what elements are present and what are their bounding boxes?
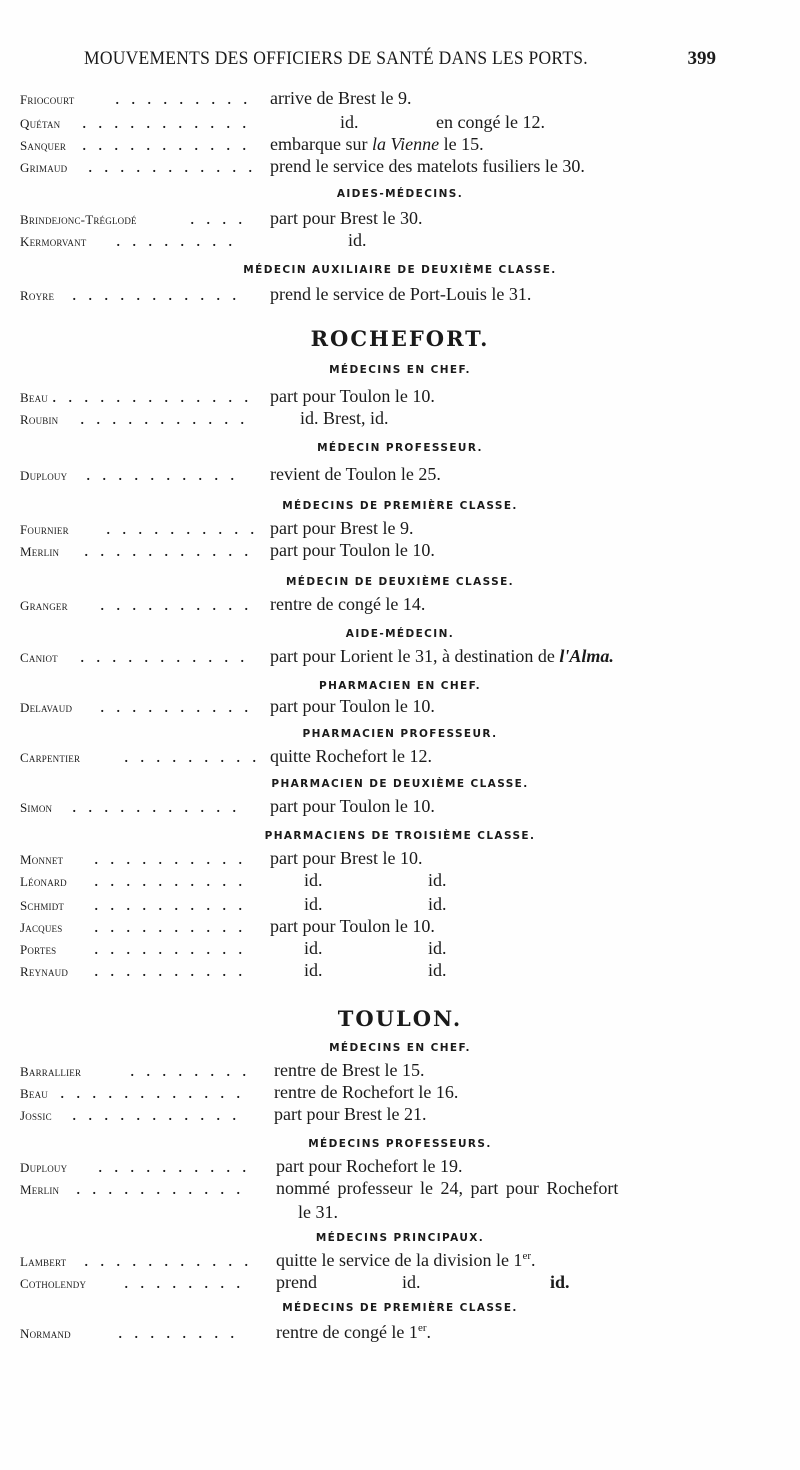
officer-name: Portes: [20, 942, 57, 957]
entry-row: [0, 284, 800, 308]
dot-leader: . . . .: [190, 208, 246, 228]
officer-name: Kermorvant: [20, 234, 87, 249]
movement-detail: id.: [304, 870, 323, 890]
officer-name: Caniot: [20, 650, 58, 665]
entry-row: [0, 88, 800, 112]
entry-row: [0, 938, 800, 962]
dot-leader: . . . . . . . .: [124, 1272, 244, 1292]
officer-name: Léonard: [20, 874, 67, 889]
section-subheading: MÉDECINS EN CHEF.: [329, 364, 471, 376]
entry-row: [0, 1250, 800, 1274]
officer-name: Royre: [20, 288, 55, 303]
dot-leader: . . . . . . . . . . .: [72, 284, 240, 304]
section-subheading: MÉDECINS DE PREMIÈRE CLASSE.: [282, 500, 518, 512]
entry-row: [0, 746, 800, 770]
entry-row: [0, 960, 800, 984]
section-subheading: MÉDECINS DE PREMIÈRE CLASSE.: [282, 1302, 518, 1314]
officer-name: Jossic: [20, 1108, 52, 1123]
entry-row: [0, 594, 800, 618]
movement-detail: rentre de Brest le 15.: [274, 1060, 425, 1080]
entry-row: [0, 646, 800, 670]
movement-detail: rentre de Rochefort le 16.: [274, 1082, 459, 1102]
entry-row: [0, 1156, 800, 1180]
movement-detail: nommé professeur le 24, part pour Rochefort: [276, 1178, 619, 1198]
ship-name: l'Alma.: [559, 646, 614, 666]
dot-leader: . . . . . . . . . .: [94, 916, 246, 936]
officer-name: Quétan: [20, 116, 61, 131]
section-subheading: MÉDECINS EN CHEF.: [329, 1042, 471, 1054]
dot-leader: . . . . . . . . . . .: [82, 134, 250, 154]
entry-row: [0, 540, 800, 564]
entry-row: [0, 518, 800, 542]
officer-name: Roubin: [20, 412, 59, 427]
section-subheading: AIDES-MÉDECINS.: [336, 188, 464, 200]
movement-detail: part pour Brest le 21.: [274, 1104, 427, 1124]
dot-leader: . . . . . . . . . .: [98, 1156, 250, 1176]
dot-leader: . . . . . . . . . .: [100, 696, 252, 716]
officer-name: Brindejonc-Tréglodé: [20, 212, 137, 227]
movement-detail: part pour Toulon le 10.: [270, 796, 435, 816]
section-subheading: PHARMACIEN EN CHEF.: [319, 680, 481, 692]
officer-name: Monnet: [20, 852, 64, 867]
movement-detail: id. Brest, id.: [300, 408, 389, 428]
officer-name: Simon: [20, 800, 53, 815]
section-subheading: MÉDECIN DE DEUXIÈME CLASSE.: [285, 576, 515, 588]
movement-detail: part pour Brest le 10.: [270, 848, 423, 868]
dot-leader: . . . . . . . . . .: [94, 960, 246, 980]
entry-row: [0, 408, 800, 432]
movement-detail: rentre de congé le 1er.: [276, 1322, 431, 1342]
entry-row: [0, 696, 800, 720]
entry-row: [0, 134, 800, 158]
movement-detail: prend: [276, 1272, 317, 1292]
entry-row: [0, 796, 800, 820]
officer-name: Beau: [20, 390, 48, 405]
dot-leader: . . . . . . . . . . .: [88, 156, 256, 176]
officer-name: Fournier: [20, 522, 69, 537]
movement-detail: rentre de congé le 14.: [270, 594, 426, 614]
movement-detail: id.: [402, 1272, 421, 1292]
entry-row: [0, 464, 800, 488]
movement-detail: part pour Lorient le 31, à destination de l'Alma.: [270, 646, 614, 666]
entry-row: [0, 1082, 800, 1106]
movement-detail: part pour Toulon le 10.: [270, 540, 435, 560]
section-subheading: PHARMACIEN PROFESSEUR.: [302, 728, 498, 740]
movement-detail: id.: [428, 894, 447, 914]
movement-detail: prend le service de Port-Louis le 31.: [270, 284, 532, 304]
officer-name: Normand: [20, 1326, 71, 1341]
movement-detail: arrive de Brest le 9.: [270, 88, 412, 108]
officer-name: Friocourt: [20, 92, 75, 107]
officer-name: Grimaud: [20, 160, 68, 175]
movement-detail: part pour Brest le 9.: [270, 518, 414, 538]
entry-row: [0, 230, 800, 254]
ship-name: la Vienne: [371, 134, 440, 154]
officer-name: Beau: [20, 1086, 48, 1101]
dot-leader: . . . . . . . . . .: [94, 938, 246, 958]
movement-detail: prend le service des matelots fusiliers le 30.: [270, 156, 585, 176]
entry-row: [0, 1272, 800, 1296]
officer-name: Lambert: [20, 1254, 67, 1269]
dot-leader: . . . . . . . . . . . .: [60, 1082, 244, 1102]
entry-row: [0, 386, 800, 410]
dot-leader: . . . . . . . . . . .: [72, 796, 240, 816]
section-subheading: PHARMACIENS DE TROISIÈME CLASSE.: [264, 830, 536, 842]
movement-detail: en congé le 12.: [436, 112, 545, 132]
officer-name: Duplouy: [20, 468, 68, 483]
dot-leader: . . . . . . . . . . .: [76, 1178, 244, 1198]
movement-detail: part pour Toulon le 10.: [270, 916, 435, 936]
officer-name: Barrallier: [20, 1064, 82, 1079]
movement-detail: id.: [428, 960, 447, 980]
entry-row: [0, 156, 800, 180]
officer-name: Duplouy: [20, 1160, 68, 1175]
dot-leader: . . . . . . . . . . .: [80, 408, 248, 428]
dot-leader: . . . . . . . . . .: [94, 870, 246, 890]
movement-detail: part pour Toulon le 10.: [270, 386, 435, 406]
movement-detail: id.: [340, 112, 359, 132]
movement-detail: id.: [304, 960, 323, 980]
page-title: MOUVEMENTS DES OFFICIERS DE SANTÉ DANS LES PORTS.: [84, 48, 588, 69]
entry-row: [0, 916, 800, 940]
movement-detail: id.: [428, 870, 447, 890]
dot-leader: . . . . . . . . . . .: [72, 1104, 240, 1124]
movement-detail: embarque sur la Vienne le 15.: [270, 134, 484, 154]
officer-name: Cotholendy: [20, 1276, 87, 1291]
movement-detail: part pour Rochefort le 19.: [276, 1156, 463, 1176]
officer-name: Jacques: [20, 920, 63, 935]
dot-leader: . . . . . . . . . . . . .: [52, 386, 252, 406]
section-subheading: MÉDECIN AUXILIAIRE DE DEUXIÈME CLASSE.: [243, 264, 557, 276]
entry-row: [0, 1178, 800, 1224]
movement-detail: quitte Rochefort le 12.: [270, 746, 432, 766]
section-subheading: MÉDECINS PROFESSEURS.: [308, 1138, 492, 1150]
officer-name: Delavaud: [20, 700, 73, 715]
movement-detail-continuation: le 31.: [298, 1202, 338, 1222]
entry-row: [0, 848, 800, 872]
dot-leader: . . . . . . . .: [116, 230, 236, 250]
dot-leader: . . . . . . . . . .: [94, 848, 246, 868]
running-header: [84, 48, 716, 76]
movement-detail: id.: [428, 938, 447, 958]
dot-leader: . . . . . . . . . .: [106, 518, 258, 538]
dot-leader: . . . . . . . . . . .: [84, 1250, 252, 1270]
officer-name: Schmidt: [20, 898, 65, 913]
port-heading-toulon: TOULON.: [337, 1006, 463, 1031]
port-heading-rochefort: ROCHEFORT.: [310, 326, 490, 351]
section-subheading: MÉDECIN PROFESSEUR.: [317, 442, 483, 454]
dot-leader: . . . . . . . .: [118, 1322, 238, 1342]
dot-leader: . . . . . . . . . . .: [84, 540, 252, 560]
dot-leader: . . . . . . . . . .: [100, 594, 252, 614]
dot-leader: . . . . . . . . . .: [86, 464, 238, 484]
movement-detail: id.: [304, 894, 323, 914]
movement-detail: part pour Brest le 30.: [270, 208, 423, 228]
movement-detail: id.: [348, 230, 367, 250]
movement-detail: revient de Toulon le 25.: [270, 464, 441, 484]
entry-row: [0, 870, 800, 894]
entry-row: [0, 208, 800, 232]
officer-name: Merlin: [20, 544, 60, 559]
page-number: 399: [687, 48, 716, 69]
movement-detail: quitte le service de la division le 1er.: [276, 1250, 536, 1270]
movement-detail: id.: [304, 938, 323, 958]
dot-leader: . . . . . . . . .: [115, 88, 251, 108]
dot-leader: . . . . . . . . . .: [94, 894, 246, 914]
officer-name: Reynaud: [20, 964, 69, 979]
officer-name: Carpentier: [20, 750, 81, 765]
section-subheading: MÉDECINS PRINCIPAUX.: [315, 1232, 485, 1244]
entry-row: [0, 1322, 800, 1346]
movement-detail: part pour Toulon le 10.: [270, 696, 435, 716]
section-subheading: AIDE-MÉDECIN.: [345, 628, 455, 640]
dot-leader: . . . . . . . .: [130, 1060, 250, 1080]
officer-name: Granger: [20, 598, 68, 613]
dot-leader: . . . . . . . . . . .: [80, 646, 248, 666]
section-subheading: PHARMACIEN DE DEUXIÈME CLASSE.: [271, 778, 529, 790]
entry-row: [0, 1060, 800, 1084]
movement-detail: id.: [550, 1272, 570, 1292]
entry-row: [0, 112, 800, 136]
officer-name: Sanquer: [20, 138, 67, 153]
entry-row: [0, 894, 800, 918]
dot-leader: . . . . . . . . .: [124, 746, 260, 766]
entry-row: [0, 1104, 800, 1128]
dot-leader: . . . . . . . . . . .: [82, 112, 250, 132]
officer-name: Merlin: [20, 1182, 60, 1197]
